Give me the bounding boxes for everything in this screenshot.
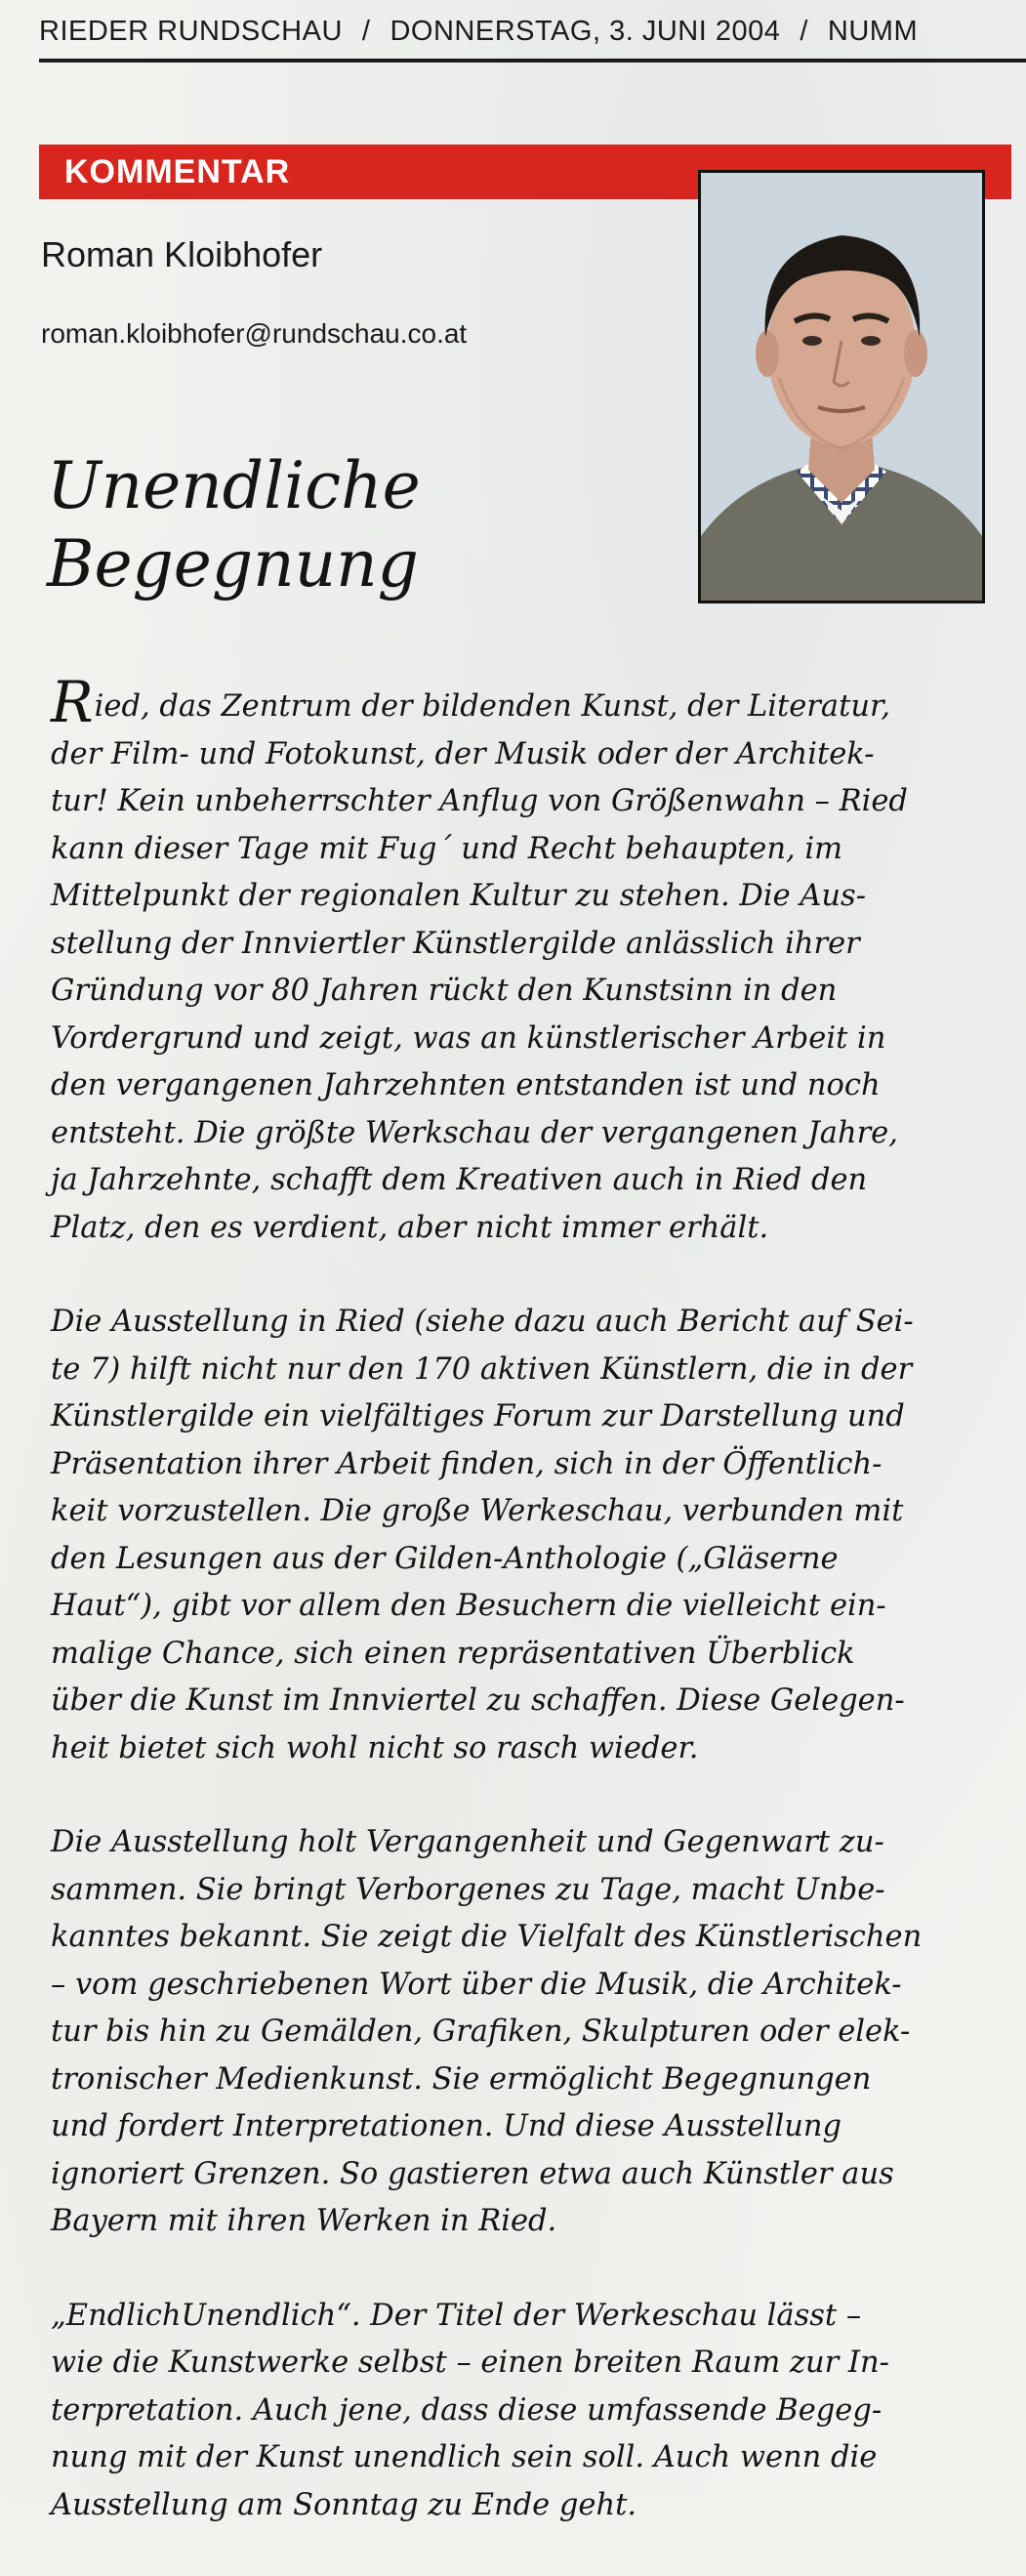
headline-line: Begegnung [47, 526, 419, 602]
article-line: den Lesungen aus der Gilden-Anthologie („Gläserne [51, 1541, 839, 1576]
article-line: stellung der Innviertler Künstlergilde anlässlich ihrer [51, 926, 860, 961]
portrait-illustration [701, 173, 982, 601]
article-paragraph [51, 669, 1012, 1252]
article-line: Platz, den es verdient, aber nicht immer erhält. [51, 1210, 769, 1245]
drop-cap: R [51, 669, 94, 735]
article-paragraph [51, 1299, 1012, 1772]
article-line: ja Jahrzehnte, schafft dem Kreativen auch in Ried den [51, 1163, 868, 1197]
article-body [51, 669, 1012, 2576]
article-line: Die Ausstellung in Ried (siehe dazu auch Bericht auf Sei- [51, 1305, 914, 1339]
article-line: Gründung vor 80 Jahren rückt den Kunstsinn in den [51, 974, 838, 1008]
article-line: Mittelpunkt der regionalen Kultur zu stehen. Die Aus- [51, 879, 866, 913]
article-line: der Film- und Fotokunst, der Musik oder der Architek- [51, 736, 875, 771]
article-line: tur bis hin zu Gemälden, Grafiken, Skulpturen oder elek- [51, 2015, 911, 2049]
article-line: Bayern mit ihren Werken in Ried. [51, 2204, 557, 2238]
article-line: wie die Kunstwerke selbst – einen breiten Raum zur In- [51, 2346, 889, 2380]
article-line: Ried, das Zentrum der bildenden Kunst, der Literatur, [51, 669, 890, 735]
article-line: Vordergrund und zeigt, was an künstlerischer Arbeit in [51, 1020, 886, 1056]
article-line: Ausstellung am Sonntag zu Ende geht. [51, 2487, 637, 2522]
headline [47, 447, 652, 603]
article-line: und fordert Interpretationen. Und diese Ausstellung [51, 2109, 842, 2143]
article-line: malige Chance, sich einen repräsentativen Überblick [51, 1636, 855, 1671]
article-line: terpretation. Auch jene, dass diese umfassende Begeg- [51, 2392, 882, 2428]
article-line: sammen. Sie bringt Verborgenes zu Tage, macht Unbe- [51, 1872, 885, 1907]
headline-line: Unendliche [47, 448, 421, 523]
article-line: tronischer Medienkunst. Sie ermöglicht Begegnungen [51, 2061, 872, 2097]
author-photo [698, 170, 985, 603]
article-line: Präsentation ihrer Arbeit finden, sich in der Öffentlich- [51, 1446, 882, 1481]
article-line: tur! Kein unbeherrschter Anflug von Größenwahn – Ried [51, 784, 908, 818]
masthead [39, 16, 1026, 59]
author-name: Roman Kloibhofer [41, 234, 323, 274]
article-line: Künstlergilde ein vielfältiges Forum zur Darstellung und [51, 1399, 905, 1433]
article-line: den vergangenen Jahrzehnten entstanden ist und noch [51, 1068, 881, 1102]
article-line: Haut“), gibt vor allem den Besuchern die vielleicht ein- [51, 1589, 886, 1623]
masthead-rule [39, 59, 1026, 62]
article-line: heit bietet sich wohl nicht so rasch wieder. [51, 1730, 699, 1766]
article-line: „EndlichUnendlich“. Der Titel der Werkeschau lässt – [51, 2298, 862, 2333]
article-line: über die Kunst im Innviertel zu schaffen. Diese Gelegen- [51, 1683, 905, 1718]
article-line: entsteht. Die größte Werkschau der vergangenen Jahre, [51, 1115, 898, 1150]
article-line: te 7) hilft nicht nur den 170 aktiven Künstlern, die in der [51, 1351, 913, 1387]
article-paragraph [51, 1819, 1012, 2246]
article-line: nung mit der Kunst unendlich sein soll. Auch wenn die [51, 2440, 878, 2474]
author-email: roman.kloibhofer@rundschau.co.at [41, 318, 468, 349]
section-label: KOMMENTAR [64, 153, 291, 190]
article-line: Die Ausstellung holt Vergangenheit und Gegenwart zu- [51, 1825, 884, 1859]
masthead-separator: / [800, 16, 808, 47]
masthead-separator: / [361, 16, 371, 47]
article-line: kanntes bekannt. Sie zeigt die Vielfalt des Künstlerischen [51, 1920, 923, 1954]
article-line: ignoriert Grenzen. So gastieren etwa auch Künstler aus [51, 2156, 894, 2191]
masthead-number: NUMM [827, 16, 919, 47]
article-paragraph [51, 2293, 1012, 2530]
article-line: – vom geschriebenen Wort über die Musik, die Architek- [51, 1967, 902, 2002]
article-line: keit vorzustellen. Die große Werkeschau, verbunden mit [51, 1494, 904, 1528]
masthead-date: DONNERSTAG, 3. JUNI 2004 [390, 16, 781, 47]
article-line: kann dieser Tage mit Fug´ und Recht behaupten, im [51, 831, 843, 866]
masthead-paper-name: RIEDER RUNDSCHAU [39, 16, 343, 47]
